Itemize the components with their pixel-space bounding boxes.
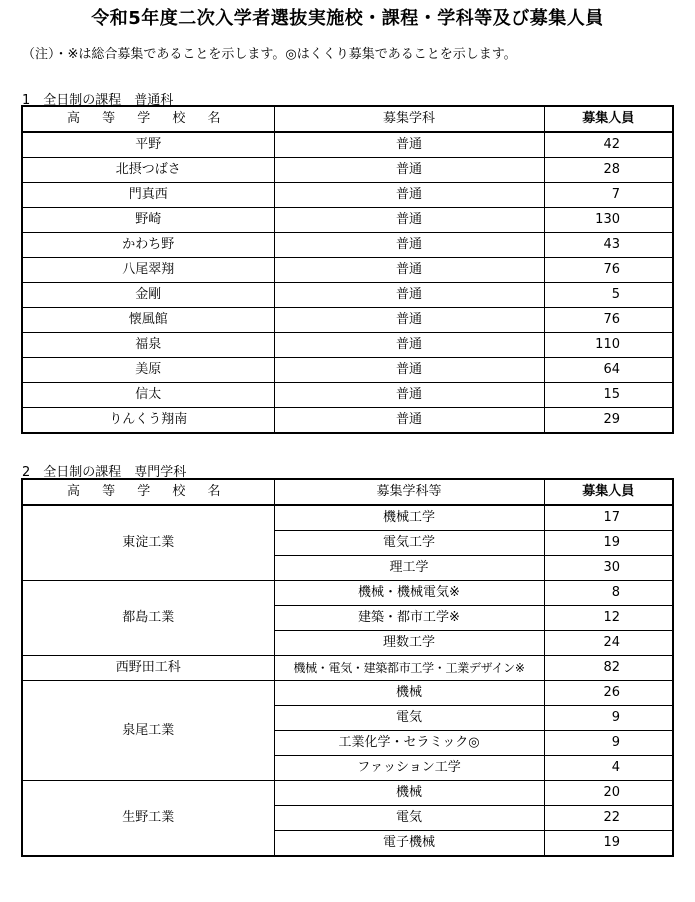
school-name: りんくう翔南	[22, 408, 274, 434]
table-row	[22, 183, 673, 208]
dept-name: 普通	[274, 233, 544, 258]
section-heading-specialized: 2 全日制の課程 専門学科	[22, 465, 187, 480]
dept-name: 普通	[274, 358, 544, 383]
school-name: 都島工業	[22, 581, 274, 656]
footnote: （注）・※は総合募集であることを示します。◎はくくり募集であることを示します。	[22, 47, 517, 62]
enrollment-count: 30	[544, 556, 673, 581]
table-row	[22, 258, 673, 283]
enrollment-count: 43	[544, 233, 673, 258]
school-name: 門真西	[22, 183, 274, 208]
enrollment-count: 130	[544, 208, 673, 233]
enrollment-count: 4	[544, 756, 673, 781]
enrollment-count: 64	[544, 358, 673, 383]
enrollment-count: 20	[544, 781, 673, 806]
table-row	[22, 333, 673, 358]
school-name: 金剛	[22, 283, 274, 308]
school-name: 平野	[22, 132, 274, 158]
enrollment-count: 19	[544, 531, 673, 556]
enrollment-count: 24	[544, 631, 673, 656]
dept-name: 普通	[274, 183, 544, 208]
enrollment-count: 5	[544, 283, 673, 308]
dept-name: 普通	[274, 308, 544, 333]
dept-name: 機械	[274, 681, 544, 706]
school-name: 泉尾工業	[22, 681, 274, 781]
enrollment-count: 110	[544, 333, 673, 358]
enrollment-count: 19	[544, 831, 673, 857]
section-heading-general: 1 全日制の課程 普通科	[22, 93, 174, 108]
table-row	[22, 233, 673, 258]
general-course-table	[21, 105, 674, 434]
header-dept: 募集学科等	[274, 479, 544, 505]
school-name: 信太	[22, 383, 274, 408]
table-row	[22, 158, 673, 183]
enrollment-count: 22	[544, 806, 673, 831]
table-row	[22, 358, 673, 383]
enrollment-count: 9	[544, 706, 673, 731]
dept-name: 普通	[274, 283, 544, 308]
enrollment-count: 15	[544, 383, 673, 408]
table-header-row	[22, 106, 673, 132]
school-name: 美原	[22, 358, 274, 383]
dept-name: 機械工学	[274, 505, 544, 531]
table-row	[22, 505, 673, 531]
dept-name: 機械	[274, 781, 544, 806]
enrollment-count: 17	[544, 505, 673, 531]
table-row	[22, 581, 673, 606]
table-row	[22, 208, 673, 233]
header-dept: 募集学科	[274, 106, 544, 132]
table-row	[22, 283, 673, 308]
dept-name: 理数工学	[274, 631, 544, 656]
dept-name: 機械・機械電気※	[274, 581, 544, 606]
table-row	[22, 383, 673, 408]
school-name: 懐風館	[22, 308, 274, 333]
school-name: 西野田工科	[22, 656, 274, 681]
dept-name: 電子機械	[274, 831, 544, 857]
enrollment-count: 26	[544, 681, 673, 706]
enrollment-count: 28	[544, 158, 673, 183]
dept-name: 普通	[274, 132, 544, 158]
table-row	[22, 308, 673, 333]
enrollment-count: 76	[544, 258, 673, 283]
header-count: 募集人員	[544, 479, 673, 505]
school-name: 東淀工業	[22, 505, 274, 581]
school-name: かわち野	[22, 233, 274, 258]
dept-name: 普通	[274, 158, 544, 183]
school-name: 生野工業	[22, 781, 274, 857]
table-row	[22, 681, 673, 706]
dept-name: ファッション工学	[274, 756, 544, 781]
dept-name: 機械・電気・建築都市工学・工業デザイン※	[274, 656, 544, 681]
school-name: 野崎	[22, 208, 274, 233]
dept-name: 電気	[274, 806, 544, 831]
enrollment-count: 9	[544, 731, 673, 756]
specialized-course-table	[21, 478, 674, 857]
enrollment-count: 12	[544, 606, 673, 631]
header-school: 高 等 学 校 名	[22, 479, 274, 505]
page-title: 令和5年度二次入学者選抜実施校・課程・学科等及び募集人員	[91, 8, 604, 29]
table-header-row	[22, 479, 673, 505]
header-count: 募集人員	[544, 106, 673, 132]
school-name: 福泉	[22, 333, 274, 358]
dept-name: 普通	[274, 258, 544, 283]
enrollment-count: 82	[544, 656, 673, 681]
enrollment-count: 42	[544, 132, 673, 158]
dept-name: 普通	[274, 408, 544, 434]
dept-name: 工業化学・セラミック◎	[274, 731, 544, 756]
enrollment-count: 76	[544, 308, 673, 333]
dept-name: 理工学	[274, 556, 544, 581]
header-school: 高 等 学 校 名	[22, 106, 274, 132]
general-course-table-body	[22, 132, 673, 433]
table-row	[22, 408, 673, 434]
dept-name: 電気	[274, 706, 544, 731]
enrollment-count: 8	[544, 581, 673, 606]
dept-name: 電気工学	[274, 531, 544, 556]
table-row	[22, 781, 673, 806]
enrollment-count: 7	[544, 183, 673, 208]
dept-name: 普通	[274, 383, 544, 408]
table-row	[22, 132, 673, 158]
specialized-course-table-body	[22, 505, 673, 856]
dept-name: 普通	[274, 333, 544, 358]
school-name: 北摂つばさ	[22, 158, 274, 183]
dept-name: 建築・都市工学※	[274, 606, 544, 631]
dept-name: 普通	[274, 208, 544, 233]
enrollment-count: 29	[544, 408, 673, 434]
table-row	[22, 656, 673, 681]
school-name: 八尾翠翔	[22, 258, 274, 283]
